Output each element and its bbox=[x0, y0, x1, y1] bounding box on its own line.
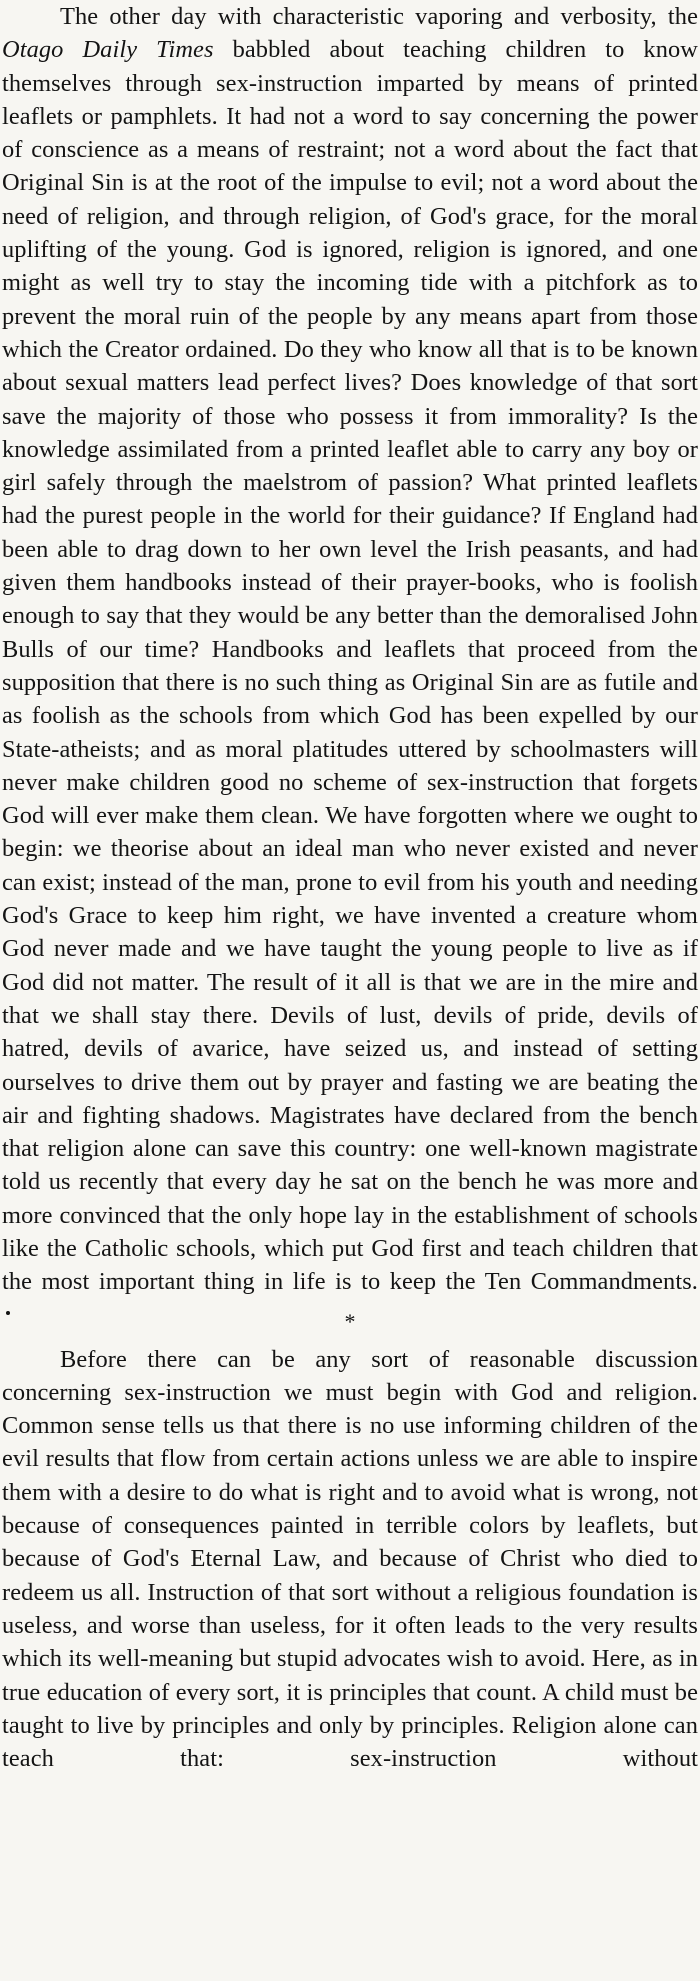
paragraph-1-intro: The other day with characteristic vaporing and verbosity, the bbox=[60, 3, 698, 30]
paragraph-1-body: babbled about teaching children to know themselves through sex-instruction imparted by means of printed leaflets or pamphlets. It had not a word to say concerning the power of conscience as a means of restraint; not a word about the fact that Original Sin is at the root of the impulse to evil; not a word about the need of religion, and through religion, of God's grace, for the moral uplifting of the young. God is ignored, religion is ignored, and one might as well try to stay the incoming tide with a pitchfork as to prevent the moral ruin of the people by any means apart from those which the Creator ordained. Do they who know all that is to be known about sexual matters lead perfect lives? Does knowledge of that sort save the majority of those who possess it from immorality? Is the knowledge assimilated from a printed leaflet able to carry any boy or girl safely through the maelstrom of passion? What printed leaflets had the purest people in the world for their guidance? If England had been able to drag down to her own level the Irish peasants, and had given them handbooks instead of their prayer-books, who is foolish enough to say that they would be any better than the demoralised John Bulls of our time? Handbooks and leaflets that proceed from the supposition that there is no such thing as Original Sin are as futile and as foolish as the schools from which God has been expelled by our State-atheists; and as moral platitudes uttered by schoolmasters will never make children good no scheme of sex-instruction that forgets God will ever make them clean. We have forgotten where we ought to begin: we theorise about an ideal man who never existed and never can exist; instead of the man, prone to evil from his youth and needing God's Grace to keep him right, we have invented a creature whom God never made and we have taught the young people to live as if God did not matter. The result of it all is that we are in the mire and that we shall stay there. Devils of lust, devils of pride, devils of hatred, devils of avarice, have seized us, and instead of setting ourselves to drive them out by prayer and fasting we are beating the air and fighting shadows. Magistrates have declared from the bench that religion alone can save this country: one well-known magistrate told us recently that every day he sat on the bench he was more and more convinced that the only hope lay in the establishment of schools like the Catholic schools, which put God first and teach children that the most important thing in life is to keep the Ten Commandments. bbox=[2, 36, 698, 1296]
article-paragraph-1 bbox=[2, 0, 698, 1299]
asterisk-separator: * bbox=[344, 1308, 356, 1334]
ink-dot-mark bbox=[6, 1311, 10, 1315]
article-paragraph-2: Before there can be any sort of reasonable discussion concerning sex-instruction we must begin with God and religion. Common sense tells us that there is no use informing children of the evil results that flow from certain actions unless we are able to inspire them with a desire to do what is right and to avoid what is wrong, not because of consequences painted in terrible colors by leaflets, but because of God's Eternal Law, and because of Christ who died to redeem us all. Instruction of that sort without a religious foundation is useless, and worse than useless, for it often leads to the very results which its well-meaning but stupid advocates wish to avoid. Here, as in true education of every sort, it is principles that count. A child must be taught to live by principles and only by principles. Religion alone can teach that: sex-instruction without bbox=[2, 1345, 698, 1773]
article-column bbox=[2, 0, 698, 1775]
newspaper-title: Otago Daily Times bbox=[2, 36, 214, 64]
section-separator bbox=[2, 1305, 698, 1339]
